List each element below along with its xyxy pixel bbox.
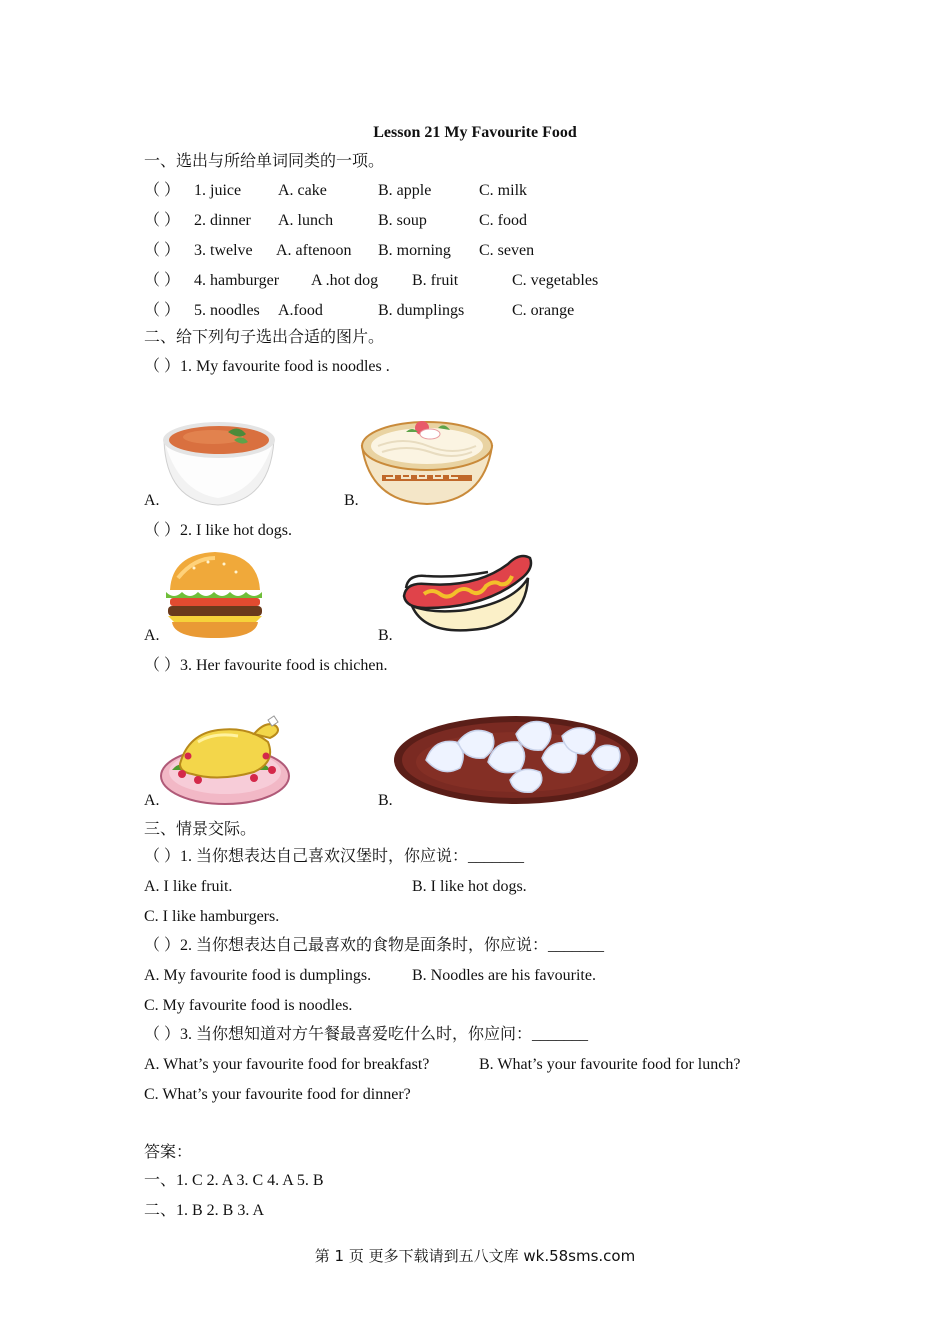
part3-q1-option-c: C. I like hamburgers. [144, 908, 280, 925]
part2-question-1: （ ）1. My favourite food is noodles . [144, 358, 390, 375]
part3-q3-option-c: C. What’s your favourite food for dinner? [144, 1086, 411, 1103]
part3-q2-option-c: C. My favourite food is noodles. [144, 997, 353, 1014]
part3-heading: 三、情景交际。 [144, 821, 257, 838]
part3-q1-option-a: A. I like fruit. [144, 878, 233, 895]
option-a: A.food [278, 302, 323, 319]
option-b: B. fruit [412, 272, 459, 289]
part3-question-2: （ ）2. 当你想表达自己最喜欢的食物是面条时，你应说：_______ [144, 937, 605, 954]
answer-bracket: （ ） [144, 212, 181, 229]
given-word: 1. juice [194, 182, 242, 199]
answer-bracket: （ ） [144, 302, 181, 319]
part2-heading: 二、给下列句子选出合适的图片。 [144, 329, 385, 346]
option-b: B. morning [378, 242, 451, 259]
part3-q2-option-a: A. My favourite food is dumplings. [144, 967, 372, 984]
option-c: C. vegetables [512, 272, 599, 289]
answers-part1: 一、1. C 2. A 3. C 4. A 5. B [144, 1172, 324, 1189]
option-a: A. aftenoon [276, 242, 352, 259]
page-footer: 第 1 页 更多下载请到五八文库 wk.58sms.com [314, 1247, 636, 1265]
given-word: 2. dinner [194, 212, 251, 229]
noodle-bowl-image [358, 412, 496, 508]
option-a: A. lunch [278, 212, 334, 229]
picture-label-b: B. [378, 792, 393, 809]
part3-q2-option-b: B. Noodles are his favourite. [412, 967, 596, 984]
option-c: C. milk [479, 182, 528, 199]
option-b: B. soup [378, 212, 427, 229]
given-word: 5. noodles [194, 302, 260, 319]
answer-bracket: （ ） [144, 242, 181, 259]
part3-q3-option-a: A. What’s your favourite food for breakfast? [144, 1056, 430, 1073]
given-word: 3. twelve [194, 242, 253, 259]
answers-heading: 答案： [144, 1144, 193, 1161]
answers-part2: 二、1. B 2. B 3. A [144, 1202, 265, 1219]
lesson-title: Lesson 21 My Favourite Food [373, 124, 577, 141]
option-a: A. cake [278, 182, 327, 199]
hot-dog-image [396, 548, 536, 642]
part3-q1-option-b: B. I like hot dogs. [412, 878, 527, 895]
dumplings-image [392, 712, 640, 808]
hamburger-image [164, 548, 266, 640]
part2-question-2: （ ）2. I like hot dogs. [144, 522, 292, 539]
part3-question-3: （ ）3. 当你想知道对方午餐最喜爱吃什么时，你应问：_______ [144, 1026, 589, 1043]
option-b: B. apple [378, 182, 432, 199]
picture-label-a: A. [144, 492, 160, 509]
option-b: B. dumplings [378, 302, 465, 319]
answer-bracket: （ ） [144, 182, 181, 199]
given-word: 4. hamburger [194, 272, 280, 289]
picture-label-a: A. [144, 792, 160, 809]
picture-label-a: A. [144, 627, 160, 644]
part3-q3-option-b: B. What’s your favourite food for lunch? [479, 1056, 741, 1073]
picture-label-b: B. [344, 492, 359, 509]
part2-question-3: （ ）3. Her favourite food is chichen. [144, 657, 388, 674]
answer-bracket: （ ） [144, 272, 181, 289]
option-c: C. food [479, 212, 527, 229]
part1-heading: 一、选出与所给单词同类的一项。 [144, 153, 385, 170]
part3-question-1: （ ）1. 当你想表达自己喜欢汉堡时，你应说：_______ [144, 848, 525, 865]
option-c: C. orange [512, 302, 575, 319]
soup-bowl-image [158, 410, 280, 508]
option-a: A .hot dog [311, 272, 379, 289]
picture-label-b: B. [378, 627, 393, 644]
roast-chicken-image [158, 712, 292, 806]
option-c: C. seven [479, 242, 535, 259]
